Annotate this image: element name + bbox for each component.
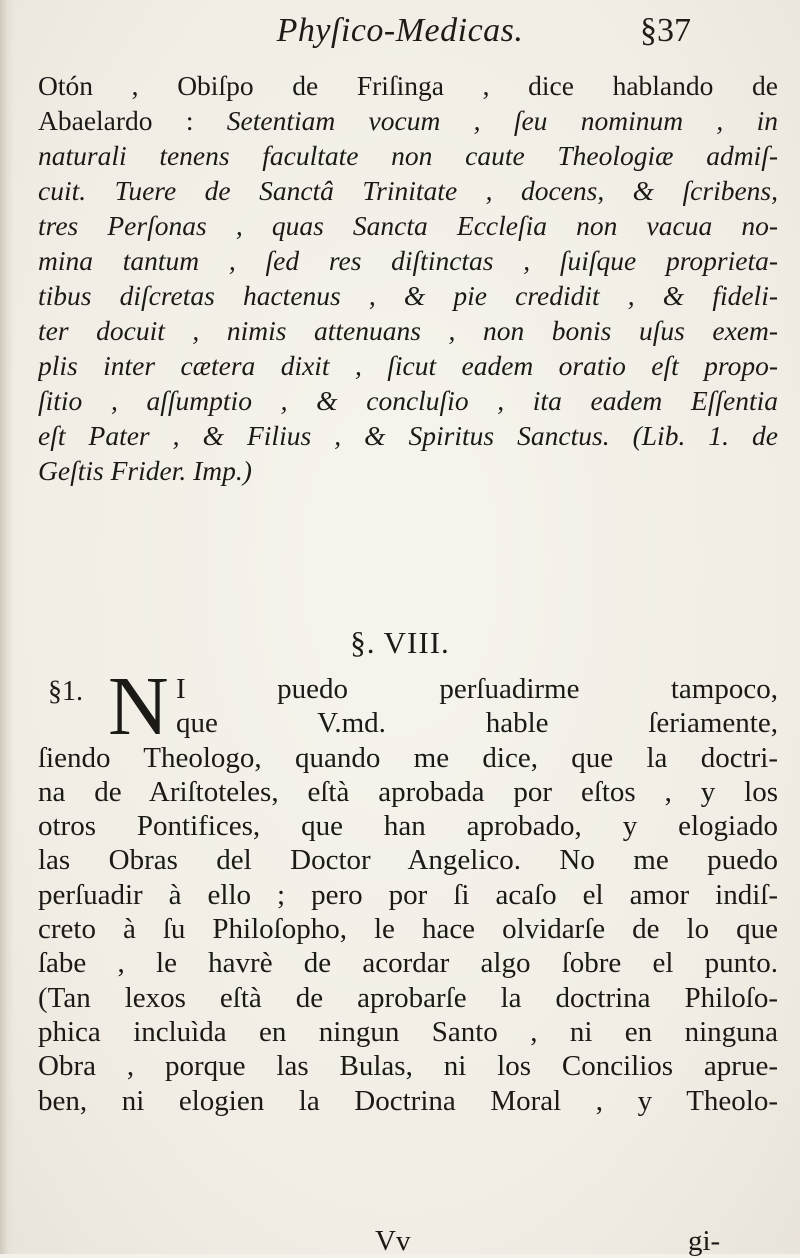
paragraph-line-10: (Tan lexos eſtà de aprobarſe la doctrina Philoſo- [38,981,778,1014]
paragraph-number: §1. [48,676,83,707]
paragraph-opening [38,660,778,753]
paragraph-body [38,660,778,1118]
paragraph-line-2: que V.md. hable ſeriamente, [176,707,778,740]
quote-line-10: ſitio , aſſumptio , & concluſio , ita eadem Eſſentia [38,385,778,416]
running-title: Phyſico-Medicas. [276,12,524,49]
quote-line-8: ter docuit , nimis attenuans , non bonis uſus exem- [38,315,778,346]
catchword: gi- [688,1225,721,1257]
quote-line-7: tibus diſcretas hactenus , & pie credidit , & fideli- [38,280,778,311]
quote-line-4: cuit. Tuere de Sanctâ Trinitate , docens, & ſcribens, [38,175,778,206]
paragraph-line-11: phica incluìda en ningun Santo , ni en ninguna [38,1015,778,1048]
paragraph-line-9: ſabe , le havrè de acordar algo ſobre el punto. [38,947,778,980]
paragraph-line-7: perſuadir à ello ; pero por ſi acaſo el amor indiſ- [38,878,778,911]
drop-cap: N [108,660,169,753]
page-header [0,12,800,62]
quote-line-12: Geſtis Frider. Imp.) [38,455,252,486]
quote-line-6: mina tantum , ſed res diſtinctas , ſuiſque proprieta- [38,245,778,276]
section-heading: §. VIII. [350,625,450,660]
page-number: §37 [640,12,691,49]
latin-quotation [38,68,778,488]
page-footer [0,1225,800,1255]
quote-line-1: Otón , Obiſpo de Friſinga , dice hablando de [38,70,778,101]
paragraph-line-5: otros Pontifices, que han aprobado, y elogiado [38,810,778,843]
quote-line-3: naturali tenens facultate non caute Theologiæ admiſ- [38,140,778,171]
quote-line-9: plis inter cætera dixit , ſicut eadem oratio eſt propo- [38,350,778,381]
paragraph-line-12: Obra , porque las Bulas, ni los Concilios aprue- [38,1050,778,1083]
quote-line-2: Abaelardo : Setentiam vocum , ſeu nominum , in [38,105,778,136]
paragraph-line-6: las Obras del Doctor Angelico. No me puedo [38,844,778,877]
paragraph-line-4: na de Ariſtoteles, eſtà aprobada por eſtos , y los [38,775,778,808]
quote-line-5: tres Perſonas , quas Sancta Eccleſia non vacua no- [38,210,778,241]
quote-line-11: eſt Pater , & Filius , & Spiritus Sanctus. (Lib. 1. de [38,420,778,451]
paragraph-line-3: ſiendo Theologo, quando me dice, que la doctri- [38,741,778,774]
paragraph-line-1: I puedo perſuadirme tampoco, [176,673,778,705]
paragraph-line-8: creto à ſu Philoſopho, le hace olvidarſe de lo que [38,913,778,946]
paragraph-line-13: ben, ni elogien la Doctrina Moral , y Theolo- [38,1084,778,1117]
signature-mark: Vv [375,1225,411,1257]
